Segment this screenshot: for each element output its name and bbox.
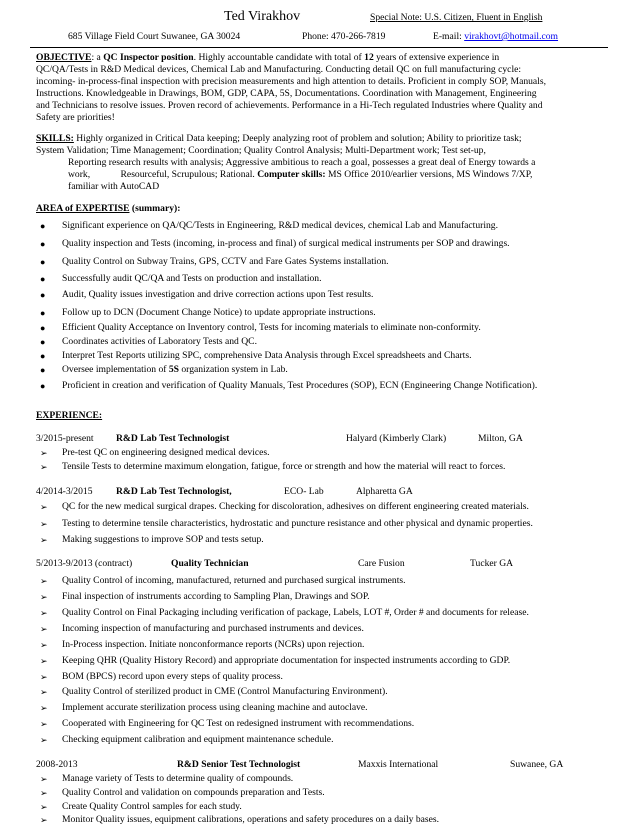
- job-item-text: Tensile Tests to determine maximum elongation, fatigue, force or strength and how the material will react to forces.: [62, 461, 506, 472]
- arrow-bullet-icon: ➢: [40, 687, 48, 697]
- bullet-icon: ●: [40, 381, 46, 391]
- computer-skills-label: Computer skills:: [257, 169, 326, 180]
- job-item: [40, 461, 506, 473]
- arrow-bullet-icon: ➢: [40, 774, 48, 784]
- arrow-bullet-icon: ➢: [40, 502, 48, 512]
- expertise-item: [40, 289, 374, 301]
- arrow-bullet-icon: ➢: [40, 802, 48, 812]
- job-title: R&D Lab Test Technologist,: [116, 486, 232, 497]
- objective-line-1: [36, 52, 499, 64]
- special-note: Special Note: U.S. Citizen, Fluent in English: [370, 12, 543, 23]
- job-dates: 4/2014-3/2015: [36, 486, 93, 497]
- expertise-item-text: Efficient Quality Acceptance on Inventory control, Tests for incoming materials to eliminate non-conformity.: [62, 322, 481, 333]
- job-item-text: Quality Control on Final Packaging including verification of package, Labels, LOT #, Order # and documents for release.: [62, 607, 529, 618]
- expertise-item: [40, 273, 322, 285]
- job-item: [40, 623, 364, 635]
- arrow-bullet-icon: ➢: [40, 719, 48, 729]
- bullet-icon: ●: [40, 323, 46, 333]
- skills-text-1: Highly organized in Critical Data keeping; Deeply analyzing root of problem and solution; Ability to prioritize task;: [73, 133, 522, 144]
- objective-line-3: incoming- in-process-final inspection with precision measurements and high attention to details. Proficient in comply SOP, Manuals,: [36, 76, 546, 87]
- expertise-item-text: Successfully audit QC/QA and Tests on production and installation.: [62, 273, 322, 284]
- phone: Phone: 470-266-7819: [302, 31, 386, 42]
- objective-years: 12: [364, 52, 374, 63]
- skills-line-5: familiar with AutoCAD: [68, 181, 160, 192]
- expertise-heading: AREA of EXPERTISE: [36, 203, 130, 214]
- job-item: [40, 534, 264, 546]
- job-item: [40, 773, 294, 785]
- job-item-text: Pre-test QC on engineering designed medical devices.: [62, 447, 270, 458]
- expertise-heading-suffix: (summary):: [129, 203, 181, 214]
- job-item: [40, 591, 370, 603]
- expertise-heading-line: [36, 203, 180, 215]
- arrow-bullet-icon: ➢: [40, 672, 48, 682]
- job-item: [40, 655, 511, 667]
- job-item-text: Quality Control of incoming, manufactured, returned and purchased surgical instruments.: [62, 575, 406, 586]
- expertise-item-text: Coordinates activities of Laboratory Tests and QC.: [62, 336, 257, 347]
- job-dates: 2008-2013: [36, 759, 78, 770]
- expertise-item: [40, 307, 376, 319]
- objective-heading: OBJECTIVE: [36, 52, 92, 63]
- job-item-text: Create Quality Control samples for each study.: [62, 801, 242, 812]
- job-location: Suwanee, GA: [510, 759, 564, 770]
- job-dates: 3/2015-present: [36, 433, 94, 444]
- expertise-item: [40, 238, 510, 250]
- expertise-item-text: Quality inspection and Tests (incoming, in-process and final) of surgical medical instruments per SOP and drawings.: [62, 238, 510, 249]
- job-item: [40, 801, 242, 813]
- arrow-bullet-icon: ➢: [40, 592, 48, 602]
- job-dates: 5/2013-9/2013 (contract): [36, 558, 133, 569]
- arrow-bullet-icon: ➢: [40, 462, 48, 472]
- job-item: [40, 787, 325, 799]
- arrow-bullet-icon: ➢: [40, 608, 48, 618]
- expertise-item-text: Proficient in creation and verification of Quality Manuals, Test Procedures (SOP), ECN (Engineering Change Notification).: [62, 380, 538, 391]
- job-item: [40, 702, 368, 714]
- expertise-item: [40, 380, 538, 392]
- objective-line-5: and Technicians to resolve issues. Proven record of achievements. Performance in a Hi-Tech regulated Industries where Quality and: [36, 100, 543, 111]
- header-divider: [30, 47, 608, 48]
- arrow-bullet-icon: ➢: [40, 788, 48, 798]
- arrow-bullet-icon: ➢: [40, 624, 48, 634]
- arrow-bullet-icon: ➢: [40, 535, 48, 545]
- expertise-item: [40, 336, 257, 348]
- objective-line-4: Instructions. Knowledgeable in Drawings, BOM, GDP, CAPA, 5S, Documentations. Coordination with Management, Engineering: [36, 88, 537, 99]
- job-item: [40, 575, 406, 587]
- job-item-text: Keeping QHR (Quality History Record) and appropriate documentation for inspected instruments according to GDP.: [62, 655, 511, 666]
- bullet-icon: ●: [40, 257, 46, 267]
- job-item: [40, 718, 415, 730]
- candidate-name: Ted Virakhov: [224, 9, 301, 24]
- bullet-icon: ●: [40, 274, 46, 284]
- job-item-text: QC for the new medical surgical drapes. Checking for discoloration, adhesives on different engineering created materials.: [62, 501, 529, 512]
- expertise-item-text: Audit, Quality issues investigation and drive correction actions upon Test results.: [62, 289, 374, 300]
- job-item-text: Incoming inspection of manufacturing and purchased instruments and devices.: [62, 623, 364, 634]
- bold-5s: 5S: [168, 364, 179, 375]
- expertise-item-text: Interpret Test Reports utilizing SPC, comprehensive Data Analysis through Excel spreadsheets and Charts.: [62, 350, 472, 361]
- bullet-icon: ●: [40, 365, 46, 375]
- expertise-item-text: Quality Control on Subway Trains, GPS, CCTV and Fare Gates Systems installation.: [62, 256, 389, 267]
- computer-skills-text: MS Office 2010/earlier versions, MS Windows 7/XP,: [325, 169, 533, 180]
- email-link[interactable]: virakhovt@hotmail.com: [464, 31, 559, 42]
- objective-line-2: QC/QA/Tests in R&D Medical devices, Chemical Lab and Manufacturing. Conducting detail QC on full manufacturing cycle:: [36, 64, 522, 75]
- job-item-text: Making suggestions to improve SOP and tests setup.: [62, 534, 264, 545]
- job-company: Maxxis International: [358, 759, 439, 770]
- job-item-text: Checking equipment calibration and equipment maintenance schedule.: [62, 734, 334, 745]
- arrow-bullet-icon: ➢: [40, 519, 48, 529]
- skills-work: work,: [68, 169, 91, 180]
- email-label: E-mail:: [433, 31, 462, 42]
- job-item-text: Final inspection of instruments according to Sampling Plan, Drawings and SOP.: [62, 591, 370, 602]
- skills-line-3: Reporting research results with analysis; Aggressive ambitious to reach a goal, possesses a great deal of Energy towards a: [68, 157, 536, 168]
- job-company: ECO- Lab: [284, 486, 324, 497]
- skills-traits: Resourceful, Scrupulous; Rational.: [120, 169, 258, 180]
- arrow-bullet-icon: ➢: [40, 576, 48, 586]
- job-item: [40, 686, 388, 698]
- objective-text-1: . Highly accountable candidate with total of: [193, 52, 365, 63]
- job-location: Tucker GA: [470, 558, 514, 569]
- job-item: [40, 734, 334, 746]
- expertise-item-text: Oversee implementation of 5S organization system in Lab.: [62, 364, 288, 375]
- email-line: [433, 31, 558, 43]
- job-item: [40, 671, 283, 683]
- job-item: [40, 447, 270, 459]
- job-item-text: Quality Control and validation on compounds preparation and Tests.: [62, 787, 325, 798]
- arrow-bullet-icon: ➢: [40, 735, 48, 745]
- job-company: Care Fusion: [358, 558, 405, 569]
- bullet-icon: ●: [40, 308, 46, 318]
- job-title: R&D Lab Test Technologist: [116, 433, 230, 444]
- job-item-text: BOM (BPCS) record upon every steps of quality process.: [62, 671, 283, 682]
- objective-sep: : a: [91, 52, 104, 63]
- expertise-item-text: Follow up to DCN (Document Change Notice) to update appropriate instructions.: [62, 307, 376, 318]
- arrow-bullet-icon: ➢: [40, 656, 48, 666]
- experience-heading: EXPERIENCE:: [36, 410, 103, 421]
- arrow-bullet-icon: ➢: [40, 640, 48, 650]
- job-item: [40, 518, 533, 530]
- job-title: R&D Senior Test Technologist: [177, 759, 301, 770]
- bullet-icon: ●: [40, 239, 46, 249]
- arrow-bullet-icon: ➢: [40, 448, 48, 458]
- expertise-item-text: Significant experience on QA/QC/Tests in Engineering, R&D medical devices, chemical Lab and Manufacturing.: [62, 220, 498, 231]
- bullet-icon: ●: [40, 337, 46, 347]
- bullet-icon: ●: [40, 351, 46, 361]
- expertise-item: [40, 220, 498, 232]
- objective-text-2: years of extensive experience in: [373, 52, 500, 63]
- expertise-item: [40, 350, 472, 362]
- job-item: [40, 814, 439, 826]
- job-company: Halyard (Kimberly Clark): [346, 433, 447, 444]
- bullet-icon: ●: [40, 290, 46, 300]
- expertise-item: [40, 256, 389, 268]
- skills-line-1: [36, 133, 522, 145]
- job-item-text: Manage variety of Tests to determine quality of compounds.: [62, 773, 294, 784]
- address: 685 Village Field Court Suwanee, GA 30024: [68, 31, 241, 42]
- skills-line-4: [68, 169, 532, 181]
- skills-line-2: System Validation; Time Management; Coordination; Quality Control Analysis; Multi-Department work; Test set-up,: [36, 145, 486, 156]
- expertise-item: [40, 364, 288, 376]
- skills-heading: SKILLS:: [36, 133, 74, 144]
- arrow-bullet-icon: ➢: [40, 703, 48, 713]
- job-title: Quality Technician: [171, 558, 249, 569]
- arrow-bullet-icon: ➢: [40, 815, 48, 825]
- job-item-text: Quality Control of sterilized product in CME (Control Manufacturing Environment).: [62, 686, 388, 697]
- bullet-icon: ●: [40, 221, 46, 231]
- job-item-text: Monitor Quality issues, equipment calibrations, operations and safety procedures on a daily bases.: [62, 814, 439, 825]
- job-item-text: Testing to determine tensile characteristics, hydrostatic and puncture resistance and other physical and dynamic properties.: [62, 518, 533, 529]
- objective-line-6: Safety are priorities!: [36, 112, 115, 123]
- job-item-text: Implement accurate sterilization process using cleaning machine and autoclave.: [62, 702, 368, 713]
- objective-role: QC Inspector position: [103, 52, 194, 63]
- job-item: [40, 607, 529, 619]
- expertise-item: [40, 322, 481, 334]
- job-item: [40, 639, 365, 651]
- job-location: Milton, GA: [478, 433, 523, 444]
- job-item-text: Cooperated with Engineering for QC Test on redesigned instrument with recommendations.: [62, 718, 415, 729]
- job-item-text: In-Process inspection. Initiate nonconformance reports (NCRs) upon rejection.: [62, 639, 365, 650]
- job-item: [40, 501, 529, 513]
- job-location: Alpharetta GA: [356, 486, 413, 497]
